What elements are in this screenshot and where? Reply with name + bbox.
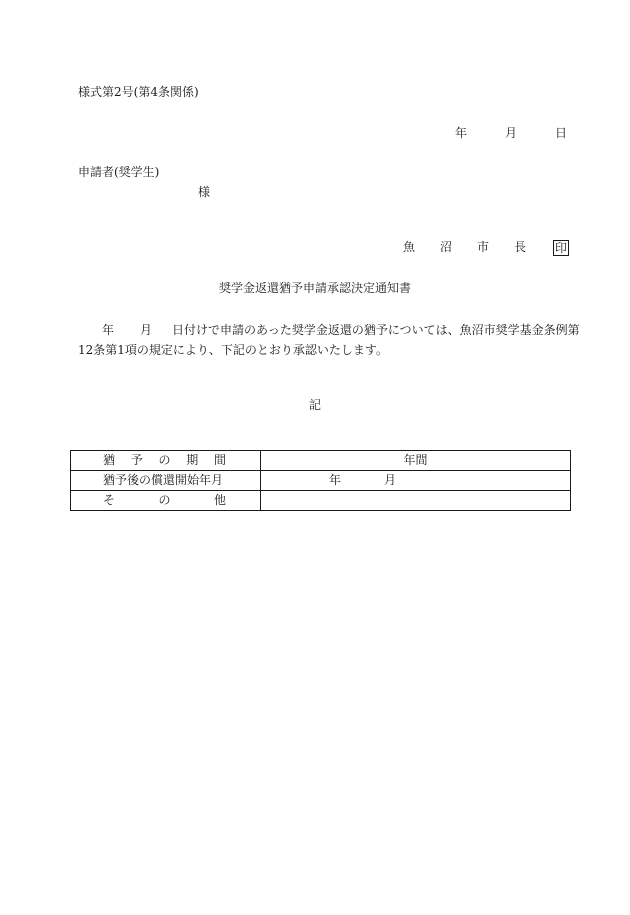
- label-char: 期: [186, 453, 199, 467]
- label-char: の: [158, 493, 171, 507]
- mayor-char: 長: [514, 240, 527, 254]
- applicant-label: 申請者(奨学生): [78, 165, 160, 179]
- label-cell: [71, 451, 261, 471]
- label-cell: [71, 471, 261, 491]
- label-cell: [71, 491, 261, 511]
- date-month: 月: [505, 126, 518, 140]
- honorific: 様: [198, 185, 211, 199]
- details-table: [70, 450, 571, 511]
- table-row: [71, 451, 571, 471]
- table-row: [71, 471, 571, 491]
- label-char: 他: [213, 493, 226, 507]
- ki-heading: 記: [308, 398, 321, 412]
- label-char: 間: [213, 453, 226, 467]
- mayor-char: 魚: [403, 240, 416, 254]
- mayor-char: 沼: [440, 240, 453, 254]
- body-year: 年: [102, 323, 115, 337]
- document-title: 奨学金返還猶予申請承認決定通知書: [218, 281, 411, 295]
- value-month: 月: [384, 473, 397, 487]
- body-line-1: [78, 320, 578, 340]
- value-cell: 年間: [261, 451, 571, 471]
- value-cell: [261, 471, 571, 491]
- date-day: 日: [555, 126, 568, 140]
- seal-box: 印: [555, 240, 568, 255]
- date-year: 年: [455, 126, 468, 140]
- label-text: 猶予後の償還開始年月: [103, 473, 224, 487]
- value-year: 年: [329, 473, 342, 487]
- form-number: 様式第2号(第4条関係): [78, 85, 199, 99]
- value-cell: [261, 491, 571, 511]
- table-row: [71, 491, 571, 511]
- mayor-char: 市: [477, 240, 490, 254]
- label-char: の: [158, 453, 171, 467]
- body-line-2: 12条第1項の規定により、下記のとおり承認いたします。: [78, 343, 388, 357]
- label-char: 予: [130, 453, 143, 467]
- body-text: [78, 320, 578, 360]
- date-line: [455, 124, 567, 141]
- body-rest: 日付けで申請のあった奨学金返還の猶予については、魚沼市奨学基金条例第: [172, 323, 580, 337]
- mayor-signature: [403, 238, 569, 256]
- body-month: 月: [140, 323, 153, 337]
- label-char: 猶: [103, 453, 116, 467]
- label-char: そ: [103, 493, 116, 507]
